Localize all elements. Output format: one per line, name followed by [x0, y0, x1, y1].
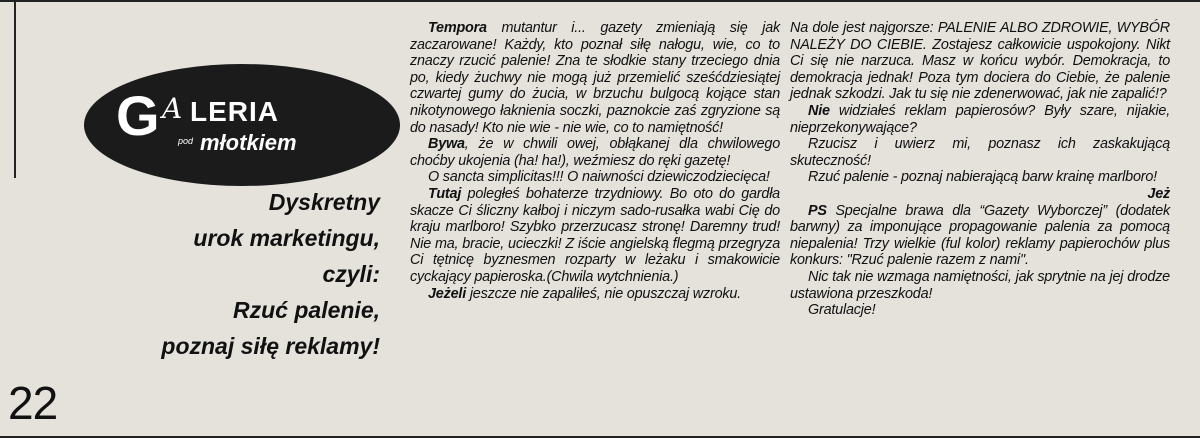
page-number: 22 [8, 377, 58, 429]
galeria-logo [84, 64, 400, 186]
paragraph [790, 169, 1170, 186]
paragraph [410, 136, 780, 169]
paragraph-text: widziałeś reklam papierosów? Były szare, nijakie, nieprzekonywające? [790, 102, 1170, 136]
paragraph-text: Rzuć palenie - poznaj nabierającą barw krainę marlboro! [808, 169, 1157, 186]
author-signature: Jeż [1147, 185, 1170, 202]
paragraph-text: mutantur i... gazety zmieniają się jak zaczarowane! Każdy, kto poznał siłę nałogu, wie, co to znaczy rzucić palenie! Zna te słodkie stany trzeciego dnia po, kiedy żuchwy nie mogą już przemielić sześćdziesiątej czwartej gumy do żucia, w brzuchu bulgocą kojące stan nikotynowego łaknienia soczki, paznokcie zaś zgryzione są do nasady! Kto nie wie - nie wie, co to namiętność! [410, 20, 780, 136]
paragraph-text: Nic tak nie wzmaga namiętności, jak sprytnie na jej drodze ustawiona przeszkoda! [790, 268, 1170, 302]
paragraph [410, 186, 780, 286]
headline-line: urok marketingu, [193, 225, 380, 251]
logo-word-leria: LERIA [190, 96, 279, 127]
headline-line: Dyskretny [268, 189, 380, 215]
paragraph-text: Rzucisz i uwierz mi, poznasz ich zaskakującą skuteczność! [790, 136, 1170, 169]
paragraph-text: poległeś bohaterze trzydniowy. Bo oto do gardła skacze Ci śliczny kałboj i niczym sado-rusałka wabi Cię do kraju marlboro! Szybko przerzucasz stronę! Daremny trud! Nie ma, bracie, ucieczki! Z iście angielską flegmą przegryza Ci tętnicę byznesmen rozparty w leżaku i smakowicie cyckający papieroska.(Chwila wytchnienia.) [410, 185, 780, 285]
article-column-1 [410, 20, 780, 302]
paragraph [790, 269, 1170, 302]
headline-line: poznaj siłę reklamy! [161, 333, 380, 359]
paragraph [790, 203, 1170, 269]
paragraph-text: , że w chwili owej, obłąkanej dla chwilowego choćby ukojenia (ha! ha!), weźmiesz do ręki gazetę! [410, 136, 780, 169]
logo-letter-g: G [116, 84, 160, 147]
paragraph-lead: Jeżeli [428, 285, 467, 302]
article-column-2 [790, 20, 1170, 319]
logo-word-pod: pod [178, 136, 194, 146]
paragraph-text: Specjalne brawa dla “Gazety Wyborczej” (dodatek barwny) za imponujące propagowanie palenia za pomocą niepalenia! Trzy wielkie (ful kolor) reklamy papierochów plus konkurs: "Rzuć palenie razem z nami". [790, 202, 1170, 269]
paragraph [410, 286, 780, 303]
paragraph [410, 169, 780, 186]
paragraph-text: O sancta simplicitas!!! O naiwności dziewiczodziecięca! [428, 169, 770, 186]
paragraph-text: Na dole jest najgorsze: PALENIE ALBO ZDROWIE, WYBÓR NALEŻY DO CIEBIE. Zostajesz całkowicie uspokojony. Nikt Ci się nie narzuca. Masz w końcu wybór. Demokracja, to demokracja jednak! Poza tym dociera do Ciebie, że palenie jednak szkodzi. Jak tu się nie zdenerwować, jak nie zapalić!? [790, 20, 1170, 103]
frame-left-rule [14, 0, 16, 178]
paragraph-text: jeszcze nie zapaliłeś, nie opuszczaj wzroku. [466, 285, 741, 302]
paragraph [790, 302, 1170, 319]
paragraph-lead: Nie [808, 102, 830, 119]
paragraph-lead: Tutaj [428, 185, 462, 202]
article-headline [0, 184, 380, 364]
paragraph [790, 20, 1170, 103]
paragraph-lead: PS [808, 202, 827, 219]
paragraph-lead: Tempora [428, 20, 487, 36]
paragraph [410, 20, 780, 136]
paragraph-lead: Bywa [428, 136, 465, 153]
logo-letter-a: A [162, 92, 183, 125]
frame-top-rule [0, 0, 1200, 2]
headline-line: Rzuć palenie, [233, 297, 380, 323]
paragraph-text: Gratulacje! [808, 302, 876, 319]
paragraph [790, 136, 1170, 169]
logo-word-mlotkiem: młotkiem [200, 130, 297, 155]
headline-line: czyli: [322, 261, 380, 287]
paragraph [790, 103, 1170, 136]
